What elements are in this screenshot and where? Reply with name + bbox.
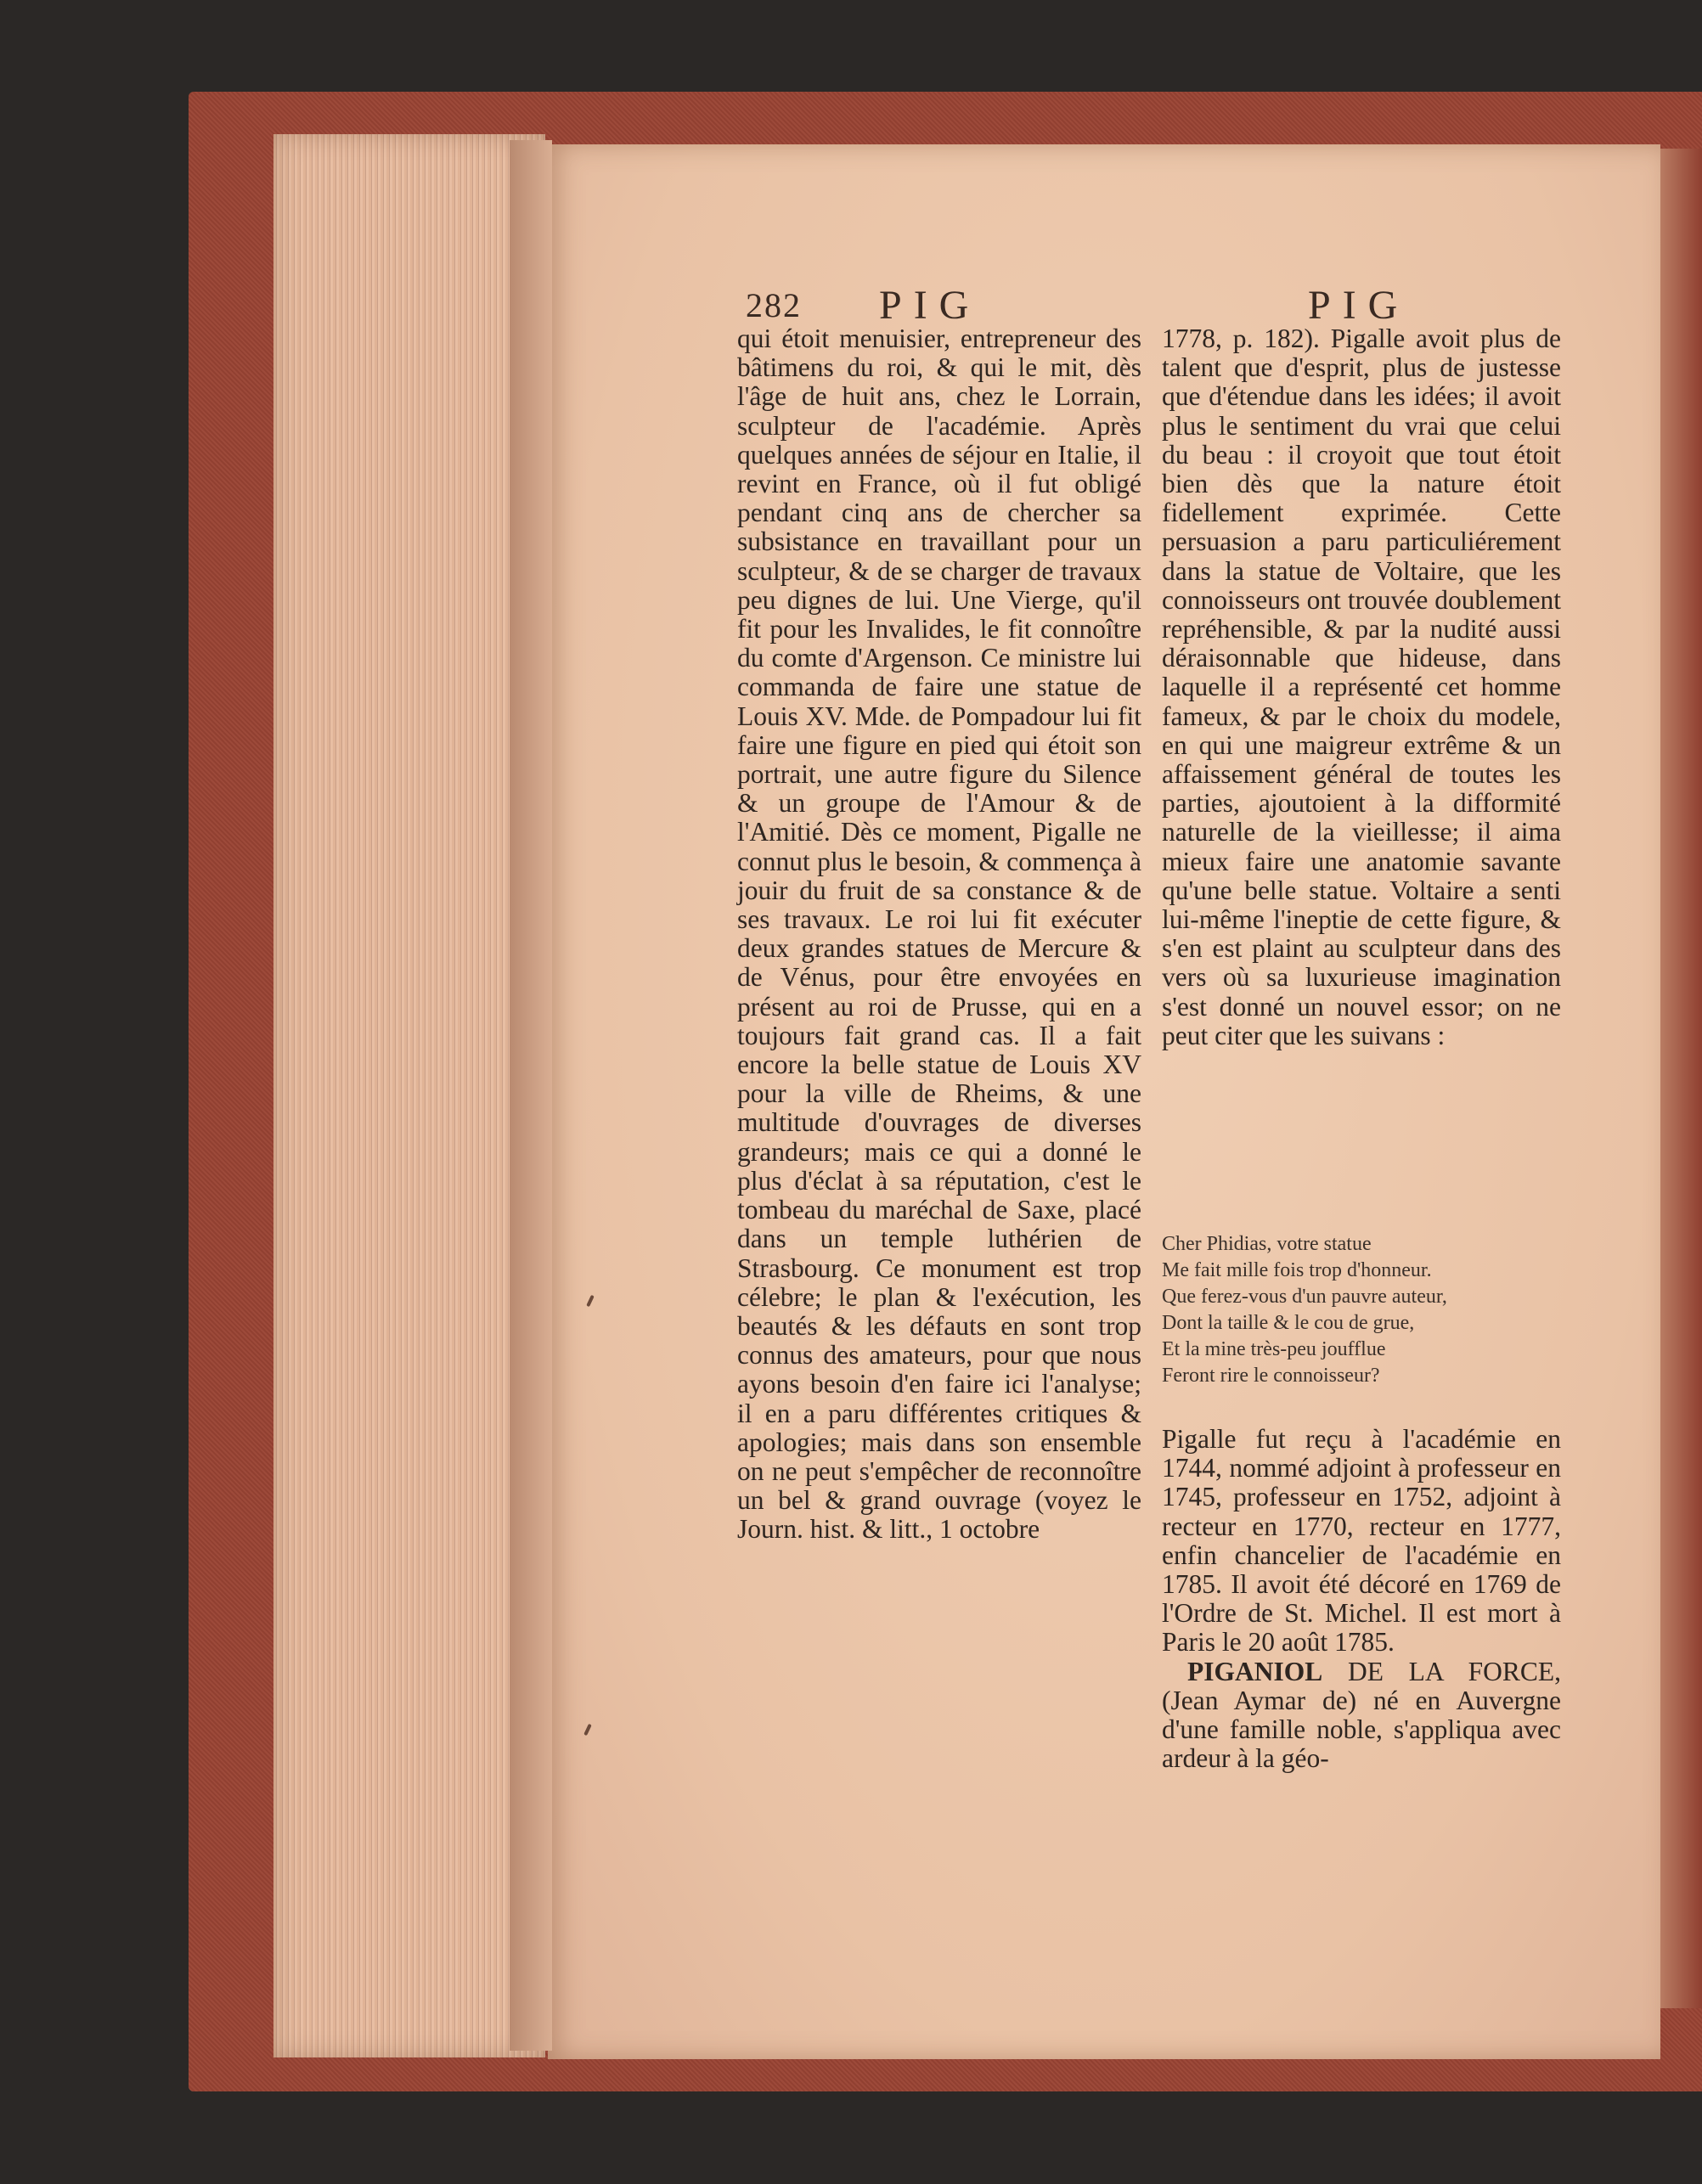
verse-line: Feront rire le connoisseur? (1162, 1365, 1380, 1387)
page-fore-edge (273, 134, 545, 2057)
left-column-text: qui étoit menuisier, entrepreneur des bâtimens du roi, & qui le mit, dès l'âge de huit ans, chez le Lorrain, sculpteur de l'académie. Après quelques années de séjour en Italie, il revint en France, où il fut obligé pendant cinq ans de chercher sa subsistance en travaillant pour un sculpteur, & de se charger de travaux peu dignes de lui. Une Vierge, qu'il fit pour les Invalides, le fit connoître du comte d'Argenson. Ce ministre lui commanda de faire une statue de Louis XV. Mde. de Pompadour lui fit faire une figure en pied qui étoit son portrait, une autre figure du Silence & un groupe de l'Amour & de l'Amitié. Dès ce moment, Pigalle ne connut plus le besoin, & commença à jouir du fruit de sa constance & de ses travaux. Le roi lui fit exécuter deux grandes statues de Mercure & de Vénus, pour être envoyées en présent au roi de Prusse, qui en a toujours fait grand cas. Il a fait encore la belle statue de Louis XV pour la ville de Rheims, & une multitude d'ouvrages de diverses grandeurs; mais ce qui a donné le plus d'éclat à sa réputation, c'est le tombeau du maréchal de Saxe, placé dans un temple luthérien de Strasbourg. Ce monument est trop célebre; le plan & l'exécution, les beautés & les défauts en sont trop connus des amateurs, pour que nous ayons besoin d'en faire ici l'analyse; il en a paru différentes critiques & apologies; mais dans son ensemble on ne peut s'empêcher de reconnoître un bel & grand ouvrage (voyez le Journ. hist. & litt., 1 octobre (737, 324, 1141, 1545)
entry-text: (Jean Aymar de) né en Auvergne d'une famille noble, s'appliqua avec ardeur à la géo- (1162, 1685, 1561, 1774)
right-column-continued (1162, 1425, 1561, 1773)
entry-headword-suffix: DE LA FORCE, (1347, 1656, 1561, 1686)
verse-line: Cher Phidias, votre statue (1162, 1233, 1372, 1255)
book-gutter (510, 140, 552, 2051)
left-column (737, 324, 1141, 1545)
verse-line: Dont la taille & le cou de grue, (1162, 1312, 1415, 1334)
career-paragraph: Pigalle fut reçu à l'académie en 1744, nommé adjoint à professeur en 1745, professeur en 1752, adjoint à recteur en 1770, recteur en 1777, enfin chancelier de l'académie en 1785. Il avoit été décoré en 1769 de l'Ordre de St. Michel. Il est mort à Paris le 20 août 1785. (1162, 1424, 1561, 1658)
verse-quote (1162, 1231, 1561, 1389)
verse-line: Que ferez-vous d'un pauvre auteur, (1162, 1286, 1447, 1308)
right-column (1162, 324, 1561, 1050)
verse-line: Et la mine très-peu joufflue (1162, 1338, 1386, 1360)
facing-page-edge (1660, 149, 1702, 2008)
right-column-text: 1778, p. 182). Pigalle avoit plus de talent que d'esprit, plus de justesse que d'étendue dans les idées; il avoit plus le sentiment du vrai que celui du beau : il croyoit que tout étoit bien dès que la nature étoit fidellement exprimée. Cette persuasion a paru particuliérement dans la statue de Voltaire, que les connoisseurs ont trouvée doublement repréhensible, & par la nudité aussi déraisonnable que hideuse, dans laquelle il a représenté cet homme fameux, & par le choix du modele, en qui une maigreur extrême & un affaissement général de toutes les parties, ajoutoient à la difformité naturelle de la vieillesse; il aima mieux faire une anatomie savante qu'une belle statue. Voltaire a senti lui-même l'ineptie de cette figure, & s'en est plaint au sculpteur dans des vers où sa luxurieuse imagination s'est donné un nouvel essor; on ne peut citer que les suivans : (1162, 324, 1561, 1050)
entry-headword: PIGANIOL (1187, 1656, 1323, 1686)
running-head-left: PIG (879, 283, 981, 328)
page-number: 282 (746, 286, 802, 324)
new-entry (1162, 1658, 1561, 1774)
running-head-right: PIG (1308, 283, 1410, 328)
verse-line: Me fait mille fois trop d'honneur. (1162, 1259, 1432, 1281)
